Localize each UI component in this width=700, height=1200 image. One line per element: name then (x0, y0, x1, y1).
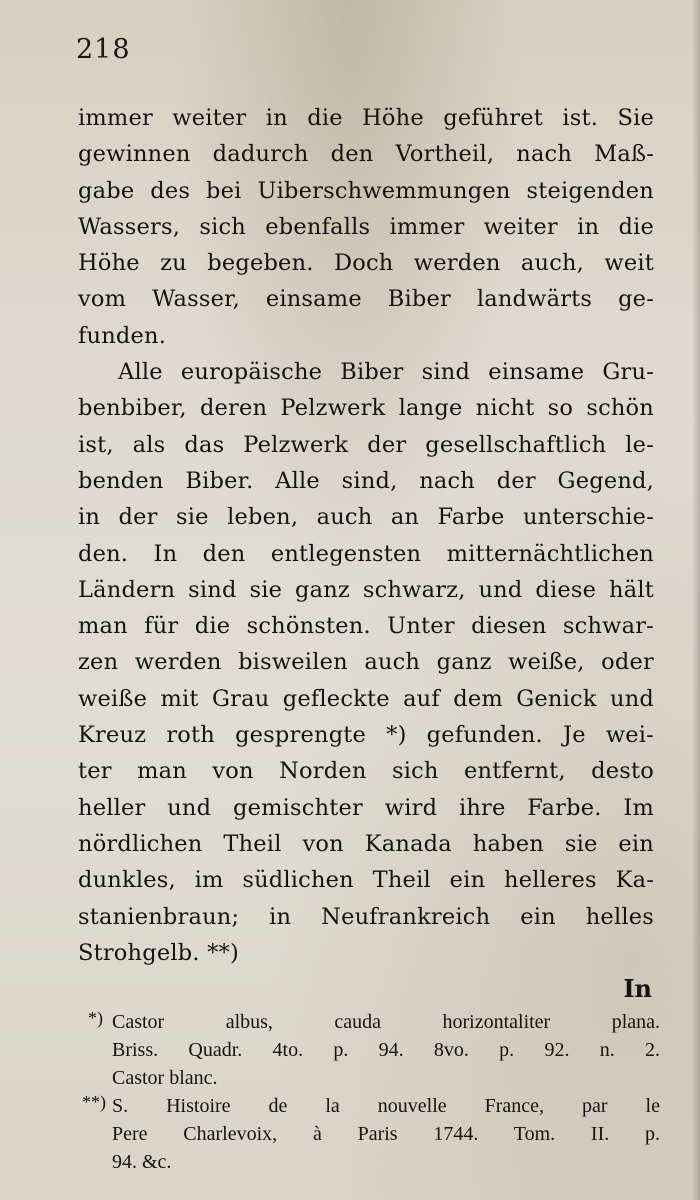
footnote-1-line: Briss. Quadr. 4to. p. 94. 8vo. p. 92. n. 2. (112, 1039, 660, 1061)
catchword: In (623, 974, 652, 1003)
text-line: Strohgelb. **) (78, 939, 239, 966)
text-line: Wassers, sich ebenfalls immer weiter in die (78, 213, 654, 240)
page-edge-shadow (692, 0, 700, 1200)
text-line: benden Biber. Alle sind, nach der Gegend, (78, 467, 654, 494)
footnote-2-line: 94. &c. (112, 1151, 172, 1173)
text-line: gabe des bei Uiberschwemmungen steigenden (78, 177, 654, 204)
page-number: 218 (76, 34, 131, 65)
footnote-2-mark: **) (82, 1092, 106, 1112)
paragraph-first-line: Alle europäische Biber sind einsame Gru- (118, 359, 654, 386)
text-line: ist, als das Pelzwerk der gesellschaftlich le- (78, 431, 654, 458)
text-line: benbiber, deren Pelzwerk lange nicht so schön (78, 395, 654, 422)
footnote-1-line: Castor blanc. (112, 1067, 218, 1089)
text-line: dunkles, im südlichen Theil ein helleres Ka- (78, 867, 654, 894)
footnote-2-line: S. Histoire de la nouvelle France, par le (112, 1095, 660, 1117)
text-line: weiße mit Grau gefleckte auf dem Genick und (78, 685, 654, 712)
footnote-1-mark: *) (88, 1008, 103, 1028)
text-line: stanienbraun; in Neufrankreich ein helles (78, 903, 654, 930)
text-line: Höhe zu begeben. Doch werden auch, weit (78, 250, 654, 277)
text-line: man für die schönsten. Unter diesen schwar- (78, 613, 654, 640)
text-line: Kreuz roth gesprengte *) gefunden. Je wei- (78, 722, 654, 749)
text-line: immer weiter in die Höhe geführet ist. Sie (78, 105, 654, 131)
text-line: vom Wasser, einsame Biber landwärts ge- (78, 286, 654, 313)
text-line: nördlichen Theil von Kanada haben sie ein (78, 830, 654, 857)
text-line: ter man von Norden sich entfernt, desto (78, 758, 654, 785)
text-line: gewinnen dadurch den Vortheil, nach Maß- (78, 141, 654, 168)
text-line: zen werden bisweilen auch ganz weiße, oder (78, 649, 654, 676)
text-line: heller und gemischter wird ihre Farbe. Im (78, 794, 654, 821)
footnote-2-line: Pere Charlevoix, à Paris 1744. Tom. II. p. (112, 1123, 660, 1145)
body-text (78, 100, 654, 971)
footnote-1-line: Castor albus, cauda horizontaliter plana. (112, 1011, 660, 1033)
text-line: den. In den entlegensten mitternächtlichen (78, 540, 654, 567)
text-line: in der sie leben, auch an Farbe unterschie- (78, 504, 654, 531)
text-line: funden. (78, 322, 167, 349)
text-line: Ländern sind sie ganz schwarz, und diese hält (78, 576, 654, 603)
footnotes (82, 1008, 660, 1176)
